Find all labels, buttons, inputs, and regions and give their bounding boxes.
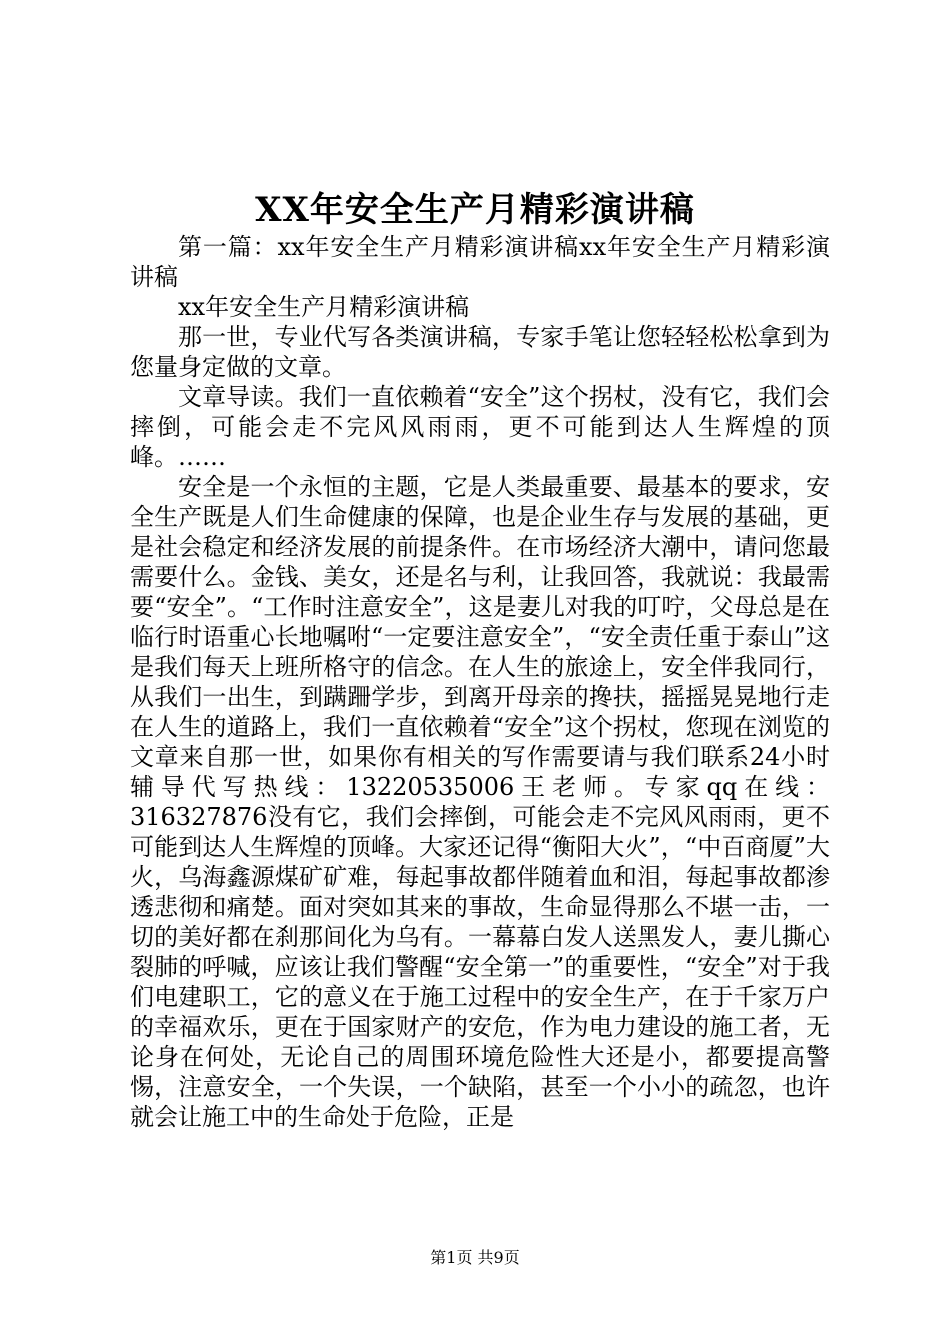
document-title: XX年安全生产月精彩演讲稿: [255, 190, 695, 230]
document-body: [130, 232, 830, 1132]
paragraph: 文章导读。我们一直依赖着“安全”这个拐杖，没有它，我们会摔倒，可能会走不完风风雨雨，更不可能到达人生辉煌的顶峰。……: [130, 383, 830, 471]
paragraph: 第一篇：xx年安全生产月精彩演讲稿xx年安全生产月精彩演讲稿: [130, 233, 830, 291]
paragraph: 那一世，专业代写各类演讲稿，专家手笔让您轻轻松松拿到为您量身定做的文章。: [130, 323, 830, 381]
page-footer: 第1页 共9页: [430, 1248, 520, 1267]
paragraph: 安全是一个永恒的主题，它是人类最重要、最基本的要求，安全生产既是人们生命健康的保障，也是企业生存与发展的基础，更是社会稳定和经济发展的前提条件。在市场经济大潮中，请问您最需要什么。金钱、美女，还是名与利，让我回答，我就说：我最需要“安全”。“工作时注意安全”，这是妻儿对我的叮咛，父母总是在临行时语重心长地嘱咐“一定要注意安全”，“安全责任重于泰山”这是我们每天上班所格守的信念。在人生的旅途上，安全伴我同行，从我们一出生，到蹒跚学步，到离开母亲的搀扶，摇摇晃晃地行走在人生的道路上，我们一直依赖着“安全”这个拐杖，您现在浏览的文章来自那一世，如果你有相关的写作需要请与我们联系24小时辅导代写热线：13220535006王老师。专家qq在线：316327876没有它，我们会摔倒，可能会走不完风风雨雨，更不可能到达人生辉煌的顶峰。大家还记得“衡阳大火”，“中百商厦”大火，乌海鑫源煤矿矿难，每起事故都伴随着血和泪，每起事故都渗透悲彻和痛楚。面对突如其来的事故，生命显得那么不堪一击，一切的美好都在刹那间化为乌有。一幕幕白发人送黑发人，妻儿撕心裂肺的呼喊，应该让我们警醒“安全第一”的重要性，“安全”对于我们电建职工，它的意义在于施工过程中的安全生产，在于千家万户的幸福欢乐，更在于国家财产的安危，作为电力建设的施工者，无论身在何处，无论自己的周围环境危险性大还是小，都要提高警惕，注意安全，一个失误，一个缺陷，甚至一个小小的疏忽，也许就会让施工中的生命处于危险，正是: [130, 473, 830, 1131]
paragraph: xx年安全生产月精彩演讲稿: [178, 293, 470, 321]
